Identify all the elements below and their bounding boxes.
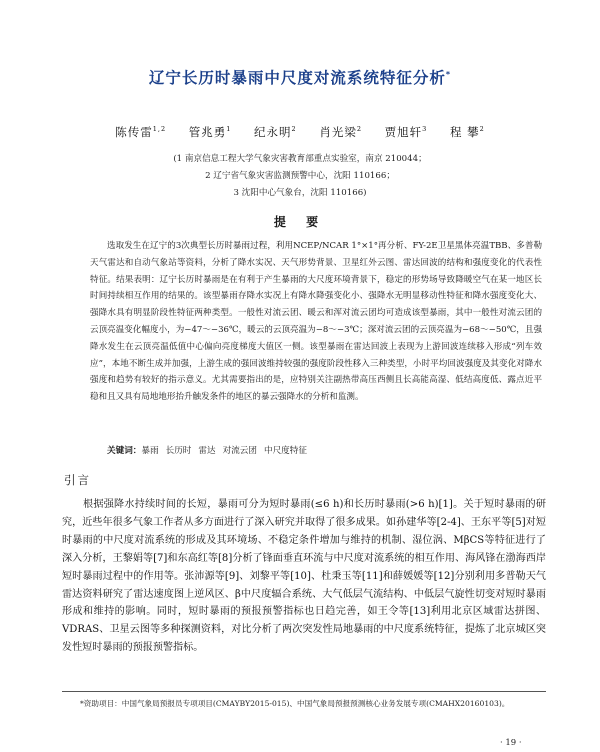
keyword: 雷达 [198,446,216,456]
keywords-label: 关键词： [107,446,142,456]
author-affil-marker: 1,2 [152,125,167,134]
affiliation-line: (1 南京信息工程大学气象灾害教育部重点实验室，南京 210044； [173,154,427,164]
funding-footnote [62,697,546,710]
author-name: 程 攀 [449,125,480,139]
author-list [0,124,600,140]
author [189,125,232,139]
author-affil-marker: 1 [226,125,232,134]
author-name: 贾旭轩 [384,125,423,139]
introduction-paragraph: 根据强降水持续时间的长短，暴雨可分为短时暴雨(≤6 h)和长历时暴雨(>6 h)[1]。关于短时暴雨的研究，近些年很多气象工作者从多方面进行了深入研究并取得了很多成果。如孙建华等[2-4]、王东平等[5]对短时暴雨的中尺度对流系统的形成及其环境场、不稳定条件增加与维持的机制、湿位涡、MβCS等特征进行了深入分析，王黎娟等[7]和东高红等[8]分析了锋面垂直环流与中尺度对流系统的相互作用、海风锋在渤海西岸短时暴雨过程中的作用等。张沛源等[9]、刘黎平等[10]、杜秉玉等[11]和薛媛媛等[12]分别利用多普勒天气雷达资料研究了雷达速度图上逆风区、β中尺度辐合系统、大气低层气流结构、中低层气旋性切变对短时暴雨形成和维持的影响。同时，短时暴雨的预报预警指标也日趋完善，如王令等[13]利用北京区域雷达拼图、VDRAS、卫星云图等多种探测资料，对比分析了两次突发性局地暴雨的中尺度系统特征，提炼了北京城区突发性短时暴雨的预报预警指标。 [62,499,546,654]
author-affil-marker: 3 [422,125,428,134]
author-name: 纪永明 [254,125,292,139]
keyword: 长历时 [165,446,192,456]
author-name: 管兆勇 [188,125,227,139]
keyword: 对流云团 [222,446,257,456]
section-heading-introduction: 引言 [64,473,91,487]
abstract-text: 选取发生在辽宁的3次典型长历时暴雨过程，利用NCEP/NCAR 1°×1°再分析、FY-2E卫星黑体亮温TBB、多普勒天气雷达和自动气象站等资料，分析了降水实况、天气形势背景、卫星红外云图、雷达回波的结构和强度变化的代表性特征。结果表明：辽宁长历时暴雨是在有利于产生暴雨的大尺度环境背景下，稳定的形势场导致降暖空气在某一地区长时间持续相互作用的结果的。该型暴雨存降水实况上有降水降强变化小、强降水无明显移动性特征和降水强度变化大、强降水具有明显阶段性特征两种类型。一般性对流云团、暖云和浑对流云团均可造成该型暴雨，其中一般性对流云团的云顶亮温变化幅度小，为−47～−36℃，暖云的云顶亮温为−8～−3℃；深对流云团的云顶亮温为−68～−50℃，且强降水发生在云顶亮温低值中心偏向亮度梯度大值区一侧。该型暴雨在雷达回波上表现为上游回波连续移入形成“列车效应”，本地不断生成并加强，上游生成的强回波维持较强的强度阶段性移入三种类型，小时平均回波强度及其变化对降水强度和趋势有较好的指示意义。尤其需要指出的是，应特别关注副热带高压西侧且长高能高湿、低结高度低、露点近平稳和且又具有局地地形抬升触发条件的地区的暴云强降水的分析和监测。 [90,241,542,403]
author-affil-marker: 2 [291,125,297,134]
author-affil-marker: 2 [479,125,485,134]
funding-footnote-text: *资助项目：中国气象局预报员专项项目(CMAYBY2015-015)、中国气象局预报预测核心业务发展专项(CMAHX20160103)。 [80,699,510,708]
author-affil-marker: 2 [356,125,362,134]
introduction-body [62,496,546,657]
author-name: 肖光梁 [319,125,357,139]
page-number: · 19 · [500,738,522,748]
affiliation-line: 3 沈阳中心气象台，沈阳 110166) [233,188,367,198]
keywords [107,444,542,456]
keyword: 暴雨 [141,446,159,456]
author [254,125,297,139]
paper-title [0,66,600,88]
abstract-heading: 提 要 [273,215,327,229]
author-name: 陈传雷 [115,125,153,139]
author [115,125,166,139]
author [319,125,362,139]
title-footnote-marker: * [445,69,452,79]
paper-title-text: 辽宁长历时暴雨中尺度对流系统特征分析 [148,69,446,87]
affiliation-line: 2 辽宁省气象灾害监测预警中心，沈阳 110166； [205,171,395,181]
author [385,125,428,139]
author [450,125,485,139]
abstract-body [90,238,542,406]
keyword: 中尺度特征 [263,446,307,456]
footnote-divider [62,691,546,692]
